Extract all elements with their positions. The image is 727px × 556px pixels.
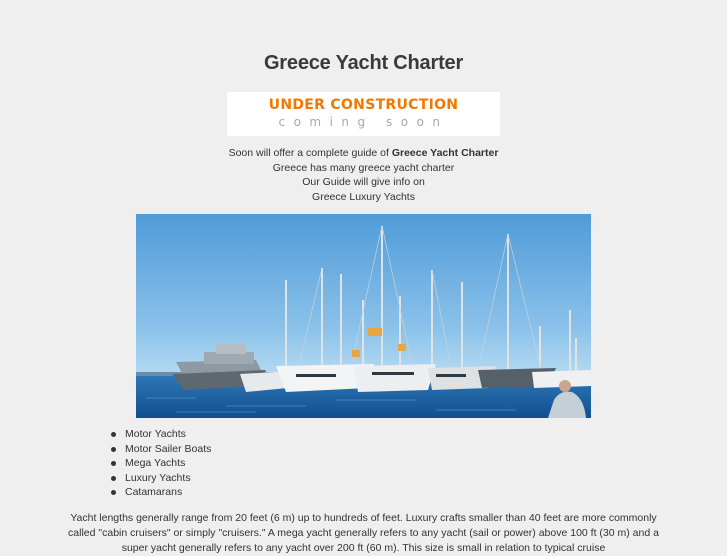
under-construction-banner (227, 92, 500, 136)
marina-photo (136, 214, 591, 418)
intro-text (0, 146, 727, 204)
list-item-label: Motor Sailer Boats (125, 442, 212, 455)
bullet-icon (111, 476, 116, 481)
list-item (106, 471, 211, 486)
banner-subheading: coming soon (278, 115, 449, 129)
bullet-icon (111, 490, 116, 495)
list-item-label: Motor Yachts (125, 428, 186, 440)
list-item (106, 442, 211, 457)
list-item (106, 427, 211, 442)
list-item (106, 485, 211, 500)
list-item-label: Mega Yachts (125, 457, 186, 470)
yacht-type-list (106, 427, 211, 500)
intro-line-2: Greece has many greece yacht charter (272, 161, 455, 174)
bullet-icon (111, 432, 116, 437)
list-item (106, 456, 211, 471)
bullet-icon (111, 461, 116, 466)
list-item-label: Catamarans (125, 486, 183, 499)
bullet-icon (111, 447, 116, 452)
intro-line-4: Greece Luxury Yachts (312, 190, 415, 203)
intro-line-1-bold: Greece Yacht Charter (391, 147, 499, 159)
banner-heading: UNDER CONSTRUCTION (268, 97, 459, 113)
intro-line-1 (0, 146, 727, 161)
intro-line-1-prefix: Soon will offer a complete guide of (228, 147, 392, 159)
intro-line-3: Our Guide will give info on (302, 176, 425, 189)
page-title: Greece Yacht Charter (263, 52, 464, 74)
list-item-label: Luxury Yachts (125, 471, 191, 484)
yacht-description-paragraph: Yacht lengths generally range from 20 feet (6 m) up to hundreds of feet. Luxury crafts smaller than 40 feet are more commonly called "cabin cruisers" or simply "cruisers." A mega yacht generally refers to any yacht (sail or power) above 100 ft (30 m) and a super yacht generally refers to any yacht over 200 ft (60 m). This size is small in relation to typical cruise (68, 512, 659, 554)
